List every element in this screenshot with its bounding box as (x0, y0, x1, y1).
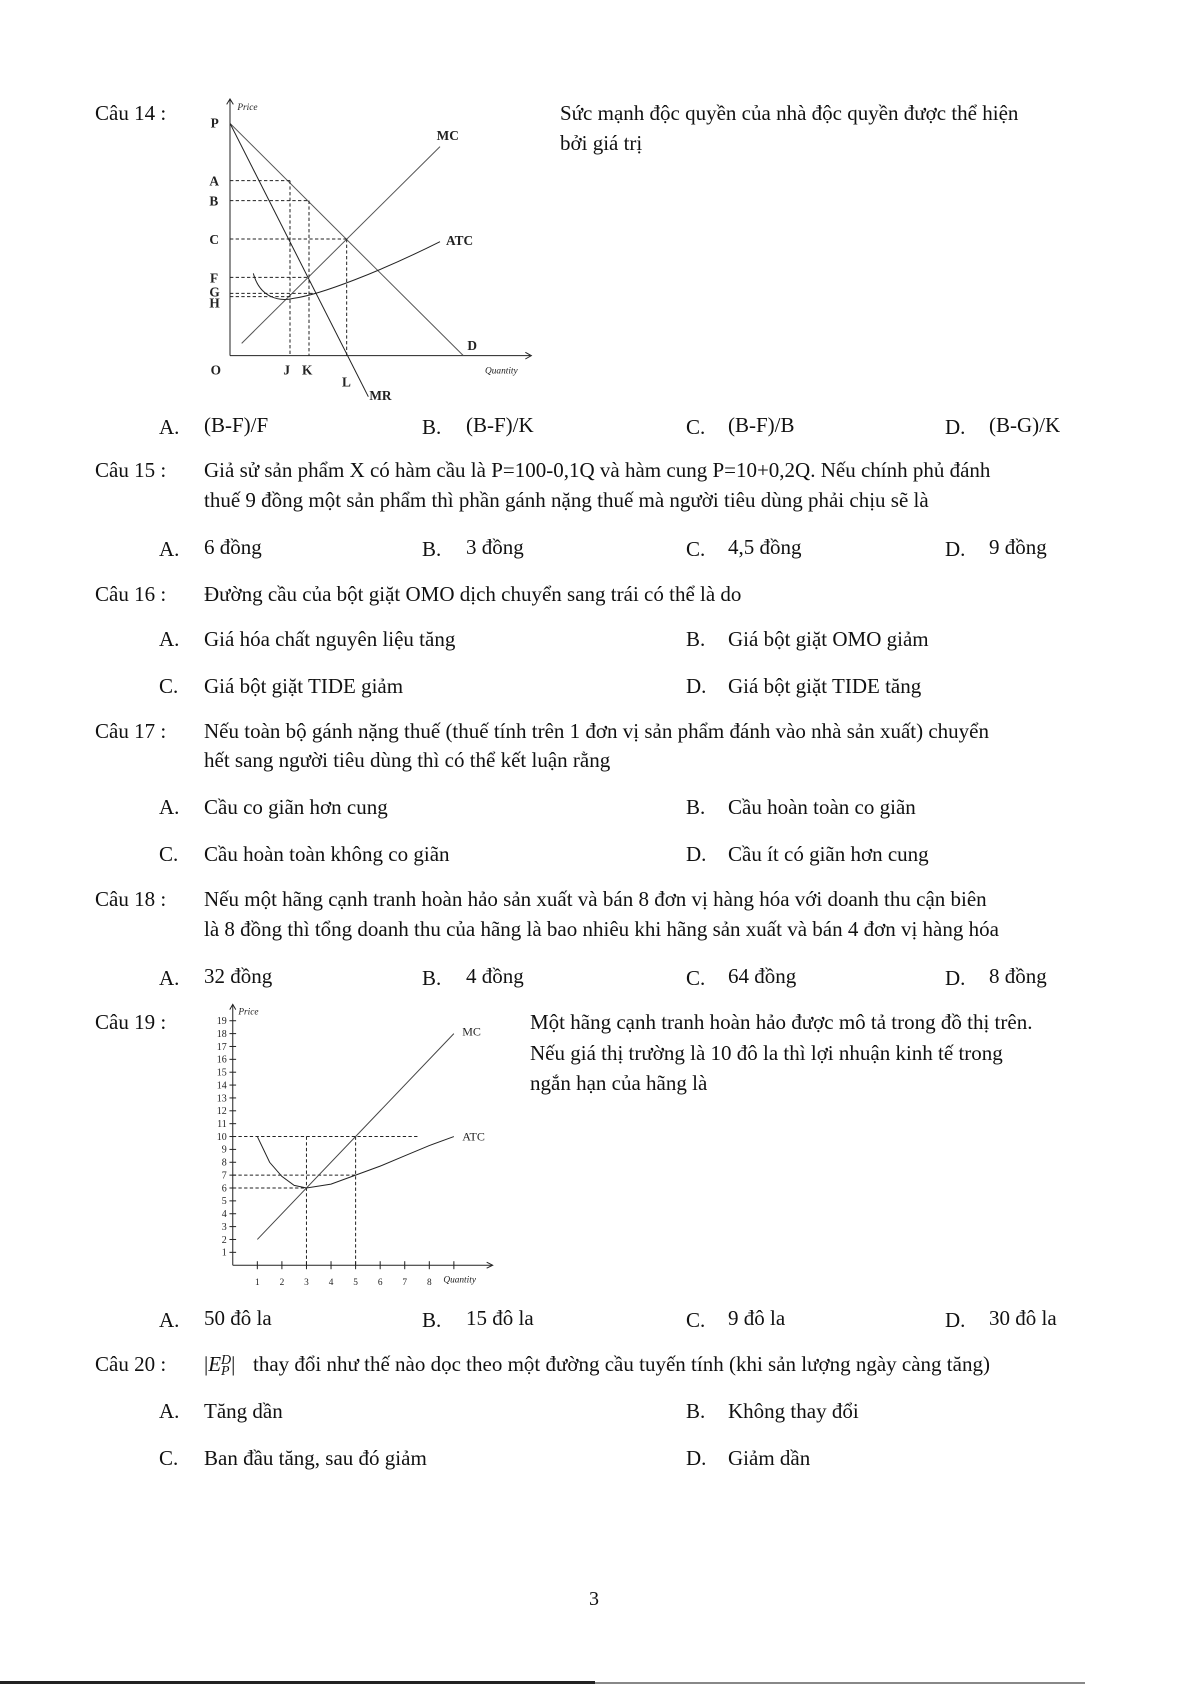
question-text: bởi giá trị (560, 131, 643, 155)
question-number: Câu 18 : (95, 887, 167, 911)
option-text: 15 đô la (466, 1306, 534, 1330)
y-tick-label: 7 (221, 1170, 227, 1182)
y-tick-label: 3 (221, 1221, 227, 1233)
elasticity-formula: |E D P | (204, 1352, 236, 1380)
question-text: là 8 đồng thì tổng doanh thu của hãng là bao nhiêu khi hãng sản xuất và bán 4 đơn vị hàng hóa (204, 917, 999, 941)
question-text: thay đổi như thế nào dọc theo một đường cầu tuyến tính (khi sản lượng ngày càng tăng) (253, 1352, 990, 1376)
option-letter: B. (422, 415, 442, 439)
y-tick-label: 14 (216, 1080, 227, 1092)
option-letter: B. (686, 1399, 706, 1423)
x-tick-label: 5 (353, 1278, 358, 1288)
x-tick-label: 1 (254, 1278, 260, 1288)
quantity-axis-label: Quantity (485, 366, 518, 377)
footer-rule (0, 1681, 595, 1684)
y-tick-label: 15 (216, 1067, 227, 1079)
y-tick-label: 8 (221, 1157, 227, 1169)
option-letter: B. (422, 537, 442, 561)
question-text: Sức mạnh độc quyền của nhà độc quyền được thể hiện (560, 101, 1019, 125)
question-number: Câu 15 : (95, 458, 167, 482)
option-letter: D. (686, 842, 707, 866)
option-text: Ban đầu tăng, sau đó giảm (204, 1446, 427, 1470)
question-text: Đường cầu của bột giặt OMO dịch chuyển sang trái có thể là do (204, 582, 742, 606)
formula-base: E (208, 1352, 222, 1376)
option-text: 64 đồng (728, 964, 797, 988)
option-text: Tăng dần (204, 1399, 283, 1423)
option-letter: D. (945, 966, 966, 990)
option-letter: C. (686, 537, 706, 561)
question-text: Nếu một hãng cạnh tranh hoàn hảo sản xuất và bán 8 đơn vị hàng hóa với doanh thu cận biên (204, 887, 987, 911)
option-letter: C. (159, 674, 179, 698)
question-number: Câu 16 : (95, 582, 167, 606)
option-letter: D. (686, 1446, 707, 1470)
option-letter: C. (686, 415, 706, 439)
option-text: 50 đô la (204, 1306, 272, 1330)
option-letter: B. (422, 966, 442, 990)
x-tick-label: 2 (279, 1278, 285, 1288)
label-b: B (209, 193, 219, 209)
question-number: Câu 19 : (95, 1010, 167, 1034)
label-o: O (210, 362, 222, 378)
option-letter: B. (686, 627, 706, 651)
question-text: Một hãng cạnh tranh hoàn hảo được mô tả trong đồ thị trên. (530, 1010, 1033, 1034)
y-tick-label: 16 (216, 1054, 227, 1066)
question-text: Nếu giá thị trường là 10 đô la thì lợi nhuận kinh tế trong (530, 1041, 1003, 1065)
footer-rule-light (595, 1682, 1085, 1684)
option-text: 8 đồng (989, 964, 1047, 988)
label-mc: MC (436, 128, 459, 143)
mc-curve (242, 147, 440, 344)
option-text: Cầu hoàn toàn co giãn (728, 795, 916, 819)
x-tick-label: 3 (304, 1278, 309, 1288)
x-tick-label: 7 (402, 1278, 408, 1288)
option-letter: C. (686, 966, 706, 990)
option-text: 3 đồng (466, 535, 524, 559)
option-text: (B-G)/K (989, 413, 1061, 437)
y-tick-label: 4 (221, 1209, 227, 1221)
option-text: (B-F)/F (204, 413, 269, 437)
y-tick-label: 1 (221, 1247, 227, 1259)
option-letter: D. (945, 1308, 966, 1332)
x-axis-label: Quantity (443, 1275, 476, 1286)
option-text: Không thay đổi (728, 1399, 859, 1423)
option-text: Giá bột giặt TIDE tăng (728, 674, 922, 698)
x-tick-label: 8 (426, 1278, 432, 1288)
question-text: thuế 9 đồng một sản phẩm thì phần gánh nặng thuế mà người tiêu dùng phải chịu sẽ là (204, 488, 929, 512)
option-text: Giá hóa chất nguyên liệu tăng (204, 627, 456, 651)
option-text: Cầu ít có giãn hơn cung (728, 842, 929, 866)
option-letter: A. (159, 537, 180, 561)
label-k: K (302, 362, 313, 378)
label-c: C (209, 232, 219, 247)
label-p: P (210, 115, 219, 131)
option-text: (B-F)/K (466, 413, 534, 437)
option-letter: B. (422, 1308, 442, 1332)
y-tick-label: 17 (216, 1041, 227, 1053)
cost-curves-chart (180, 995, 520, 1295)
option-letter: D. (945, 415, 966, 439)
price-axis-label: Price (237, 103, 258, 113)
option-letter: A. (159, 1399, 180, 1423)
label-d: D (467, 338, 477, 353)
option-letter: D. (945, 537, 966, 561)
option-letter: B. (686, 795, 706, 819)
label-j: J (283, 362, 291, 378)
x-tick-label: 6 (377, 1278, 383, 1288)
option-letter: A. (159, 627, 180, 651)
option-text: Cầu co giãn hơn cung (204, 795, 388, 819)
y-tick-label: 13 (216, 1093, 227, 1105)
mc-label: MC (462, 1024, 481, 1039)
monopoly-diagram (180, 85, 540, 405)
option-text: 30 đô la (989, 1306, 1057, 1330)
question-text: Giả sử sản phẩm X có hàm cầu là P=100-0,1Q và hàm cung P=10+0,2Q. Nếu chính phủ đánh (204, 458, 991, 482)
formula-sub: P (221, 1364, 230, 1380)
question-number: Câu 14 : (95, 101, 167, 125)
option-text: Giá bột giặt TIDE giảm (204, 674, 404, 698)
y-tick-label: 9 (221, 1144, 227, 1156)
y-tick-label: 2 (221, 1234, 227, 1246)
label-f: F (210, 270, 219, 286)
option-text: 32 đồng (204, 964, 273, 988)
option-text: Cầu hoàn toàn không co giãn (204, 842, 450, 866)
y-tick-label: 5 (221, 1196, 227, 1208)
option-text: 6 đồng (204, 535, 262, 559)
y-tick-label: 10 (216, 1131, 227, 1143)
y-tick-label: 18 (216, 1028, 227, 1040)
y-tick-label: 19 (216, 1016, 227, 1028)
option-text: 4,5 đồng (728, 535, 802, 559)
y-tick-label: 12 (216, 1106, 227, 1118)
y-axis-label: Price (238, 1007, 259, 1018)
label-mr: MR (369, 388, 392, 403)
question-number: Câu 17 : (95, 719, 167, 743)
label-l: L (342, 374, 351, 390)
option-text: Giảm dần (728, 1446, 811, 1470)
option-letter: C. (159, 1446, 179, 1470)
label-a: A (209, 173, 219, 189)
formula-sup: D (221, 1353, 232, 1369)
question-number: Câu 20 : (95, 1352, 167, 1376)
y-tick-label: 11 (217, 1119, 227, 1130)
option-letter: C. (159, 842, 179, 866)
page-number: 3 (589, 1588, 599, 1610)
y-tick-label: 6 (221, 1183, 227, 1195)
option-text: Giá bột giặt OMO giảm (728, 627, 929, 651)
label-h: H (209, 295, 220, 311)
option-letter: C. (686, 1308, 706, 1332)
question-text: hết sang người tiêu dùng thì có thể kết luận rằng (204, 748, 611, 772)
option-text: 4 đồng (466, 964, 524, 988)
option-text: 9 đô la (728, 1306, 786, 1330)
option-letter: A. (159, 1308, 180, 1332)
x-tick-label: 4 (328, 1278, 334, 1288)
option-letter: D. (686, 674, 707, 698)
question-text: ngắn hạn của hãng là (530, 1071, 708, 1095)
label-g: G (209, 284, 220, 300)
option-letter: A. (159, 966, 180, 990)
atc-label: ATC (462, 1129, 485, 1144)
option-letter: A. (159, 415, 180, 439)
label-atc: ATC (446, 233, 474, 248)
option-text: (B-F)/B (728, 413, 795, 437)
question-text: Nếu toàn bộ gánh nặng thuế (thuế tính trên 1 đơn vị sản phẩm đánh vào nhà sản xuất) chuyển (204, 719, 989, 743)
option-text: 9 đồng (989, 535, 1047, 559)
option-letter: A. (159, 795, 180, 819)
